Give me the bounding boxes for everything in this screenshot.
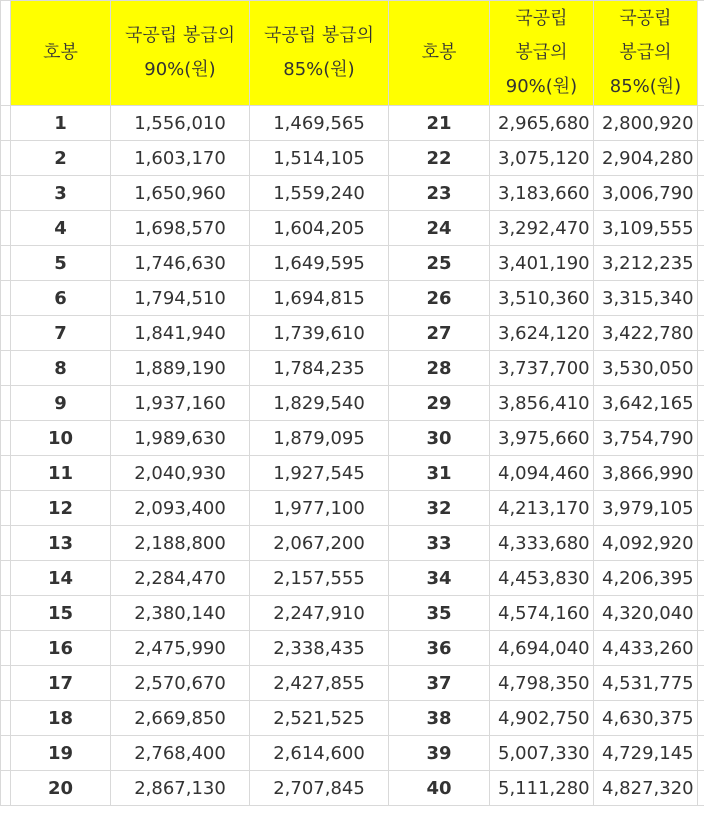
- salary-85-cell[interactable]: 1,694,815: [250, 281, 389, 316]
- table-row: [1, 456, 704, 491]
- salary-90-cell-2[interactable]: 4,453,830: [490, 561, 594, 596]
- salary-85-cell[interactable]: 1,879,095: [250, 421, 389, 456]
- spacer-cell[interactable]: [1, 701, 11, 736]
- salary-90-cell-2[interactable]: 4,902,750: [490, 701, 594, 736]
- salary-85-cell-2[interactable]: 3,979,105: [594, 491, 698, 526]
- grade-cell-2[interactable]: 34: [389, 561, 490, 596]
- grade-cell[interactable]: 16: [11, 631, 111, 666]
- salary-85-cell[interactable]: 1,514,105: [250, 141, 389, 176]
- salary-90-cell-2[interactable]: 3,975,660: [490, 421, 594, 456]
- grade-cell-2[interactable]: 25: [389, 246, 490, 281]
- spacer-cell[interactable]: [698, 316, 704, 351]
- grade-cell[interactable]: 13: [11, 526, 111, 561]
- salary-90-cell[interactable]: 1,698,570: [111, 211, 250, 246]
- spacer-cell[interactable]: [698, 631, 704, 666]
- spacer-cell[interactable]: [1, 351, 11, 386]
- header-90-percent-2[interactable]: 국공립 봉급의 90%(원): [490, 1, 594, 106]
- spacer-cell[interactable]: [698, 1, 704, 106]
- grade-cell[interactable]: 19: [11, 736, 111, 771]
- grade-cell-2[interactable]: 40: [389, 771, 490, 806]
- salary-90-cell[interactable]: 2,768,400: [111, 736, 250, 771]
- spacer-cell[interactable]: [1, 211, 11, 246]
- salary-85-cell[interactable]: 1,649,595: [250, 246, 389, 281]
- spacer-cell[interactable]: [1, 176, 11, 211]
- spacer-cell[interactable]: [698, 701, 704, 736]
- table-row: [1, 141, 704, 176]
- salary-90-cell[interactable]: 1,794,510: [111, 281, 250, 316]
- grade-cell-2[interactable]: 33: [389, 526, 490, 561]
- salary-85-cell-2[interactable]: 4,630,375: [594, 701, 698, 736]
- salary-90-cell[interactable]: 1,889,190: [111, 351, 250, 386]
- grade-cell[interactable]: 5: [11, 246, 111, 281]
- grade-cell-2[interactable]: 36: [389, 631, 490, 666]
- table-row: [1, 281, 704, 316]
- header-90-percent[interactable]: 국공립 봉급의 90%(원): [111, 1, 250, 106]
- grade-cell-2[interactable]: 22: [389, 141, 490, 176]
- spacer-cell[interactable]: [1, 316, 11, 351]
- salary-90-cell-2[interactable]: 4,574,160: [490, 596, 594, 631]
- grade-cell-2[interactable]: 38: [389, 701, 490, 736]
- salary-90-cell[interactable]: 1,937,160: [111, 386, 250, 421]
- grade-cell-2[interactable]: 26: [389, 281, 490, 316]
- salary-90-cell[interactable]: 2,284,470: [111, 561, 250, 596]
- salary-90-cell-2[interactable]: 4,213,170: [490, 491, 594, 526]
- salary-85-cell-2[interactable]: 4,531,775: [594, 666, 698, 701]
- spacer-cell[interactable]: [698, 106, 704, 141]
- grade-cell[interactable]: 2: [11, 141, 111, 176]
- salary-90-cell[interactable]: 1,556,010: [111, 106, 250, 141]
- table-row: [1, 701, 704, 736]
- salary-90-cell[interactable]: 1,650,960: [111, 176, 250, 211]
- spacer-cell[interactable]: [698, 491, 704, 526]
- salary-85-cell-2[interactable]: 3,642,165: [594, 386, 698, 421]
- spacer-cell[interactable]: [1, 771, 11, 806]
- spacer-cell[interactable]: [1, 631, 11, 666]
- grade-cell-2[interactable]: 37: [389, 666, 490, 701]
- salary-85-cell[interactable]: 2,247,910: [250, 596, 389, 631]
- salary-85-cell-2[interactable]: 3,530,050: [594, 351, 698, 386]
- salary-90-cell-2[interactable]: 4,333,680: [490, 526, 594, 561]
- table-row: [1, 736, 704, 771]
- salary-90-cell-2[interactable]: 4,694,040: [490, 631, 594, 666]
- salary-90-cell-2[interactable]: 3,737,700: [490, 351, 594, 386]
- salary-85-cell-2[interactable]: 3,866,990: [594, 456, 698, 491]
- grade-cell[interactable]: 3: [11, 176, 111, 211]
- salary-90-cell-2[interactable]: 3,510,360: [490, 281, 594, 316]
- header-grade-2[interactable]: 호봉: [389, 1, 490, 106]
- salary-85-cell-2[interactable]: 4,729,145: [594, 736, 698, 771]
- grade-cell[interactable]: 15: [11, 596, 111, 631]
- salary-85-cell-2[interactable]: 3,422,780: [594, 316, 698, 351]
- salary-90-cell[interactable]: 2,669,850: [111, 701, 250, 736]
- table-row: [1, 561, 704, 596]
- salary-85-cell-2[interactable]: 4,092,920: [594, 526, 698, 561]
- salary-85-cell[interactable]: 2,707,845: [250, 771, 389, 806]
- salary-85-cell[interactable]: 1,559,240: [250, 176, 389, 211]
- spacer-cell[interactable]: [1, 456, 11, 491]
- table-row: [1, 666, 704, 701]
- grade-cell-2[interactable]: 39: [389, 736, 490, 771]
- spacer-cell[interactable]: [698, 141, 704, 176]
- spacer-cell[interactable]: [1, 526, 11, 561]
- spacer-cell[interactable]: [698, 176, 704, 211]
- salary-85-cell-2[interactable]: 3,754,790: [594, 421, 698, 456]
- spacer-cell[interactable]: [1, 596, 11, 631]
- table-row: [1, 211, 704, 246]
- spacer-cell[interactable]: [698, 421, 704, 456]
- spacer-cell[interactable]: [698, 596, 704, 631]
- salary-85-cell-2[interactable]: 3,212,235: [594, 246, 698, 281]
- salary-90-cell[interactable]: 2,475,990: [111, 631, 250, 666]
- grade-cell[interactable]: 20: [11, 771, 111, 806]
- salary-85-cell-2[interactable]: 2,800,920: [594, 106, 698, 141]
- grade-cell[interactable]: 9: [11, 386, 111, 421]
- spacer-cell[interactable]: [1, 561, 11, 596]
- salary-85-cell-2[interactable]: 3,006,790: [594, 176, 698, 211]
- salary-85-cell-2[interactable]: 4,320,040: [594, 596, 698, 631]
- grade-cell[interactable]: 11: [11, 456, 111, 491]
- spacer-cell[interactable]: [1, 246, 11, 281]
- salary-85-cell-2[interactable]: 2,904,280: [594, 141, 698, 176]
- table-row: [1, 421, 704, 456]
- spacer-cell[interactable]: [698, 456, 704, 491]
- grade-cell-2[interactable]: 28: [389, 351, 490, 386]
- grade-cell[interactable]: 14: [11, 561, 111, 596]
- grade-cell-2[interactable]: 24: [389, 211, 490, 246]
- grade-cell[interactable]: 10: [11, 421, 111, 456]
- spacer-cell[interactable]: [1, 386, 11, 421]
- salary-85-cell[interactable]: 2,067,200: [250, 526, 389, 561]
- grade-cell[interactable]: 1: [11, 106, 111, 141]
- grade-cell-2[interactable]: 30: [389, 421, 490, 456]
- spacer-cell[interactable]: [698, 211, 704, 246]
- salary-90-cell-2[interactable]: 5,007,330: [490, 736, 594, 771]
- salary-85-cell[interactable]: 2,157,555: [250, 561, 389, 596]
- table-row: [1, 106, 704, 141]
- salary-85-cell[interactable]: 1,927,545: [250, 456, 389, 491]
- table-row: [1, 596, 704, 631]
- salary-85-cell[interactable]: 2,338,435: [250, 631, 389, 666]
- salary-85-cell[interactable]: 2,427,855: [250, 666, 389, 701]
- table-row: [1, 246, 704, 281]
- salary-90-cell-2[interactable]: 3,292,470: [490, 211, 594, 246]
- spacer-cell[interactable]: [698, 666, 704, 701]
- salary-90-cell-2[interactable]: 2,965,680: [490, 106, 594, 141]
- spacer-cell[interactable]: [698, 281, 704, 316]
- salary-85-cell-2[interactable]: 4,433,260: [594, 631, 698, 666]
- table-row: [1, 771, 704, 806]
- header-85-percent-2[interactable]: 국공립 봉급의 85%(원): [594, 1, 698, 106]
- grade-cell-2[interactable]: 29: [389, 386, 490, 421]
- table-body: [1, 106, 704, 806]
- spacer-cell[interactable]: [1, 736, 11, 771]
- salary-90-cell[interactable]: 1,841,940: [111, 316, 250, 351]
- header-row: [1, 1, 704, 106]
- salary-85-cell[interactable]: 2,521,525: [250, 701, 389, 736]
- table-row: [1, 351, 704, 386]
- salary-90-cell[interactable]: 2,570,670: [111, 666, 250, 701]
- header-85-percent[interactable]: 국공립 봉급의 85%(원): [250, 1, 389, 106]
- salary-90-cell[interactable]: 2,867,130: [111, 771, 250, 806]
- salary-90-cell-2[interactable]: 3,075,120: [490, 141, 594, 176]
- spacer-cell[interactable]: [698, 736, 704, 771]
- grade-cell[interactable]: 8: [11, 351, 111, 386]
- salary-85-cell[interactable]: 2,614,600: [250, 736, 389, 771]
- salary-90-cell-2[interactable]: 3,856,410: [490, 386, 594, 421]
- salary-90-cell-2[interactable]: 3,401,190: [490, 246, 594, 281]
- salary-85-cell-2[interactable]: 3,109,555: [594, 211, 698, 246]
- spacer-cell[interactable]: [1, 491, 11, 526]
- grade-cell-2[interactable]: 35: [389, 596, 490, 631]
- spacer-cell[interactable]: [1, 421, 11, 456]
- salary-90-cell[interactable]: 1,989,630: [111, 421, 250, 456]
- salary-85-cell[interactable]: 1,739,610: [250, 316, 389, 351]
- spacer-cell[interactable]: [698, 561, 704, 596]
- grade-cell[interactable]: 12: [11, 491, 111, 526]
- salary-90-cell-2[interactable]: 5,111,280: [490, 771, 594, 806]
- salary-85-cell-2[interactable]: 4,206,395: [594, 561, 698, 596]
- table-row: [1, 526, 704, 561]
- salary-85-cell[interactable]: 1,977,100: [250, 491, 389, 526]
- grade-cell[interactable]: 18: [11, 701, 111, 736]
- grade-cell[interactable]: 17: [11, 666, 111, 701]
- table-row: [1, 176, 704, 211]
- table-row: [1, 491, 704, 526]
- salary-85-cell-2[interactable]: 3,315,340: [594, 281, 698, 316]
- grade-cell[interactable]: 6: [11, 281, 111, 316]
- grade-cell[interactable]: 4: [11, 211, 111, 246]
- grade-cell-2[interactable]: 32: [389, 491, 490, 526]
- table-row: [1, 316, 704, 351]
- salary-85-cell[interactable]: 1,784,235: [250, 351, 389, 386]
- salary-90-cell[interactable]: 2,188,800: [111, 526, 250, 561]
- salary-85-cell[interactable]: 1,829,540: [250, 386, 389, 421]
- grade-cell[interactable]: 7: [11, 316, 111, 351]
- salary-90-cell[interactable]: 2,040,930: [111, 456, 250, 491]
- table-row: [1, 631, 704, 666]
- spacer-cell[interactable]: [1, 141, 11, 176]
- spacer-cell[interactable]: [698, 386, 704, 421]
- header-grade[interactable]: 호봉: [11, 1, 111, 106]
- grade-cell-2[interactable]: 23: [389, 176, 490, 211]
- salary-85-cell[interactable]: 1,604,205: [250, 211, 389, 246]
- spacer-cell[interactable]: [698, 526, 704, 561]
- salary-90-cell-2[interactable]: 3,624,120: [490, 316, 594, 351]
- salary-85-cell-2[interactable]: 4,827,320: [594, 771, 698, 806]
- salary-90-cell[interactable]: 1,746,630: [111, 246, 250, 281]
- spacer-cell[interactable]: [1, 281, 11, 316]
- spacer-cell[interactable]: [1, 1, 11, 106]
- grade-cell-2[interactable]: 31: [389, 456, 490, 491]
- grade-cell-2[interactable]: 21: [389, 106, 490, 141]
- spacer-cell[interactable]: [698, 351, 704, 386]
- salary-90-cell-2[interactable]: 3,183,660: [490, 176, 594, 211]
- salary-90-cell-2[interactable]: 4,798,350: [490, 666, 594, 701]
- grade-cell-2[interactable]: 27: [389, 316, 490, 351]
- spacer-cell[interactable]: [1, 666, 11, 701]
- table-row: [1, 386, 704, 421]
- salary-90-cell[interactable]: 2,380,140: [111, 596, 250, 631]
- salary-90-cell[interactable]: 1,603,170: [111, 141, 250, 176]
- spacer-cell[interactable]: [698, 771, 704, 806]
- spacer-cell[interactable]: [698, 246, 704, 281]
- salary-90-cell-2[interactable]: 4,094,460: [490, 456, 594, 491]
- salary-90-cell[interactable]: 2,093,400: [111, 491, 250, 526]
- salary-85-cell[interactable]: 1,469,565: [250, 106, 389, 141]
- spacer-cell[interactable]: [1, 106, 11, 141]
